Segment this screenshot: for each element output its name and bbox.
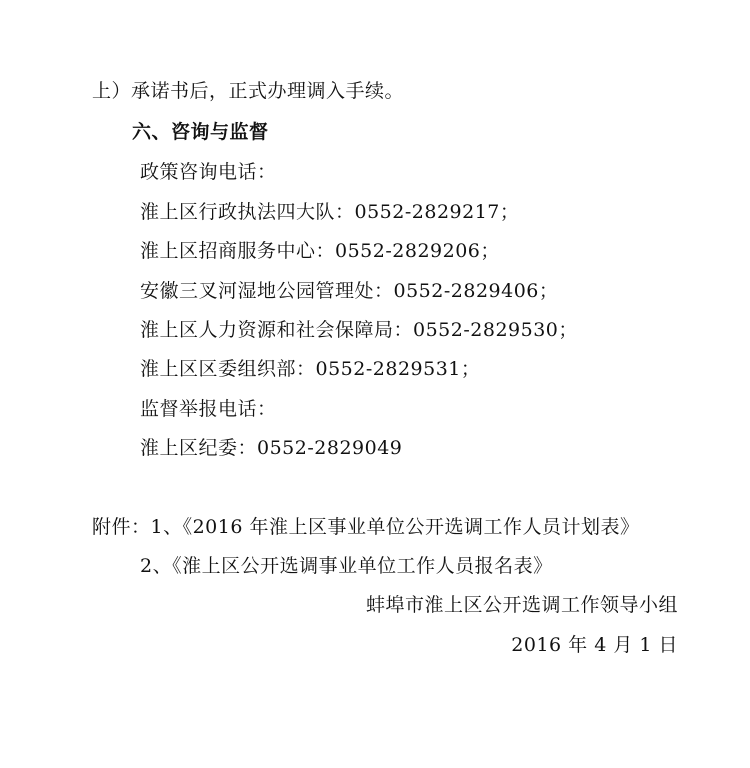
policy-contact-line: 淮上区招商服务中心：0552-2829206； (140, 240, 500, 262)
policy-contact-line: 淮上区区委组织部：0552-2829531； (140, 358, 481, 380)
attachment-item-1: 附件：1、《2016 年淮上区事业单位公开选调工作人员计划表》 (92, 516, 640, 538)
policy-contact-line: 淮上区行政执法四大队：0552-2829217； (140, 201, 520, 223)
signature-date: 2016 年 4 月 1 日 (511, 634, 678, 656)
policy-consult-label: 政策咨询电话： (140, 161, 277, 183)
section-heading: 六、咨询与监督 (132, 121, 269, 143)
continuation-line: 上）承诺书后，正式办理调入手续。 (92, 80, 405, 102)
attachment-item-2: 2、《淮上区公开选调事业单位工作人员报名表》 (140, 555, 553, 577)
policy-contact-line: 淮上区人力资源和社会保障局：0552-2829530； (140, 319, 578, 341)
signature-organization: 蚌埠市淮上区公开选调工作领导小组 (365, 594, 678, 616)
supervision-label: 监督举报电话： (140, 398, 277, 420)
supervision-contact: 淮上区纪委：0552-2829049 (140, 437, 403, 459)
policy-contact-line: 安徽三叉河湿地公园管理处：0552-2829406； (140, 280, 559, 302)
